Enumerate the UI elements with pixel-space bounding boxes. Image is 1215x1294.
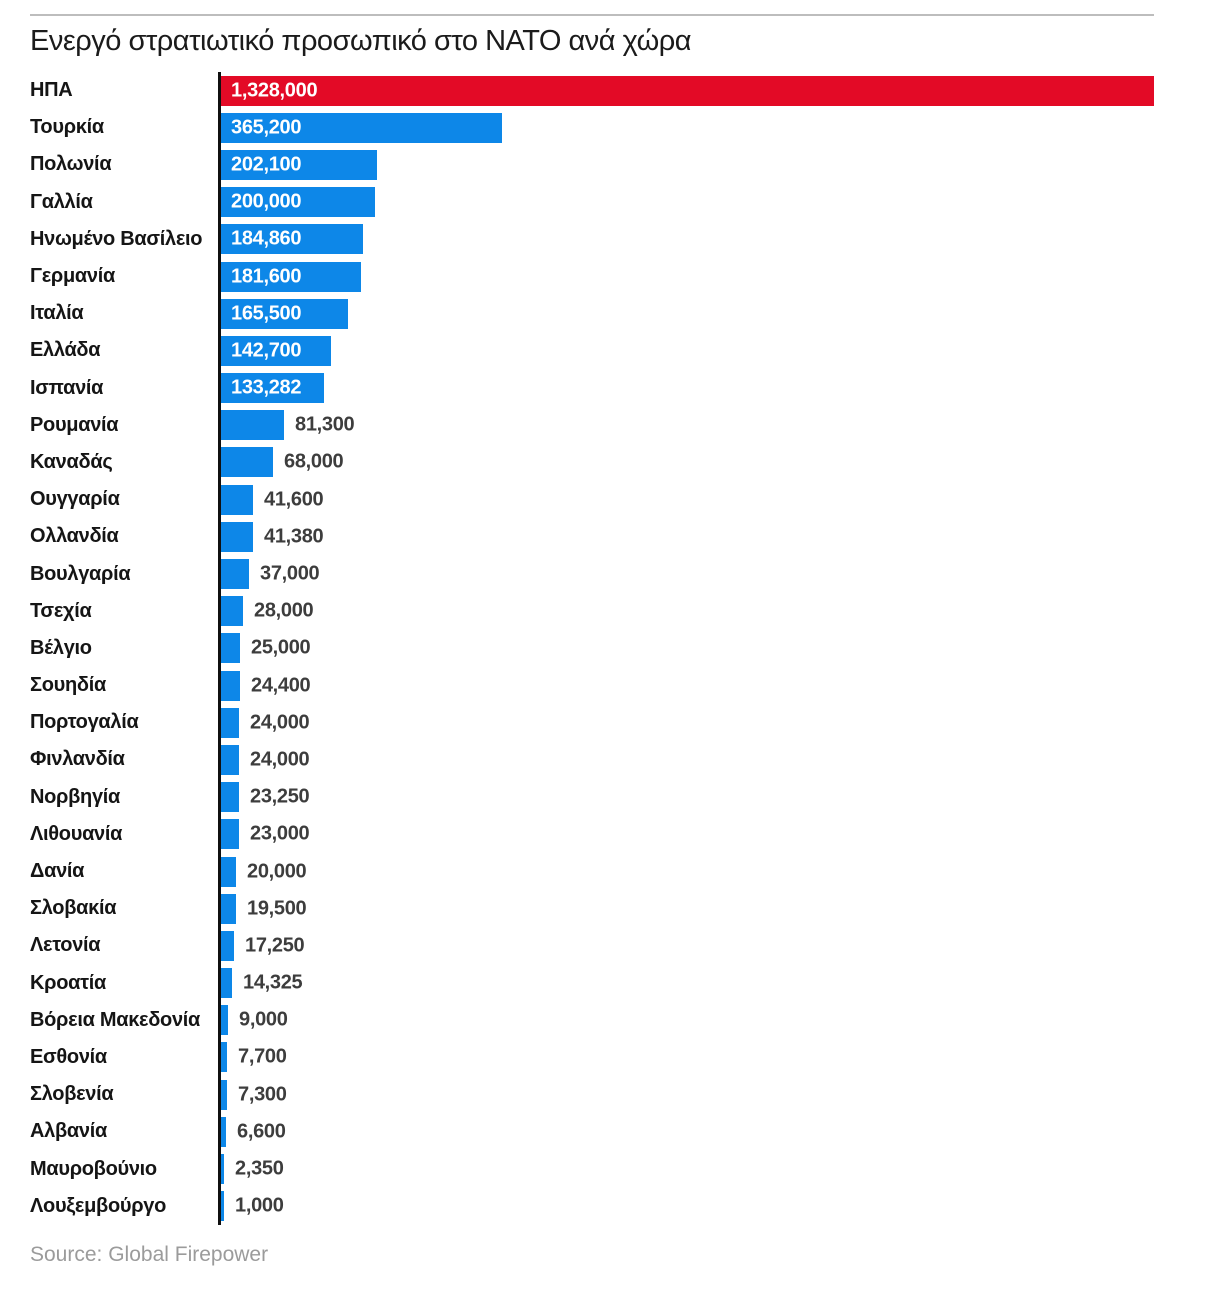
value-label: 37,000 bbox=[260, 562, 320, 585]
value-bar bbox=[221, 931, 234, 961]
value-label: 41,380 bbox=[264, 525, 324, 548]
country-label: Βουλγαρία bbox=[30, 562, 131, 585]
value-label: 19,500 bbox=[247, 897, 307, 920]
chart-title: Ενεργό στρατιωτικό προσωπικό στο ΝΑΤΟ ανά χώρα bbox=[30, 25, 691, 57]
value-label: 1,328,000 bbox=[231, 79, 318, 102]
bar-area bbox=[218, 1113, 1154, 1150]
bar-row bbox=[30, 221, 1154, 258]
value-bar bbox=[221, 596, 243, 626]
bar-row bbox=[30, 1039, 1154, 1076]
value-label: 9,000 bbox=[239, 1008, 288, 1031]
value-label: 17,250 bbox=[245, 934, 305, 957]
bar-area bbox=[218, 555, 1154, 592]
bar-area bbox=[218, 407, 1154, 444]
value-bar bbox=[221, 1042, 227, 1072]
bar-row bbox=[30, 927, 1154, 964]
value-label: 6,600 bbox=[237, 1120, 286, 1143]
value-label: 142,700 bbox=[231, 339, 302, 362]
bar-row bbox=[30, 630, 1154, 667]
bar-area bbox=[218, 1150, 1154, 1187]
bar-area bbox=[218, 221, 1154, 258]
country-label: Τσεχία bbox=[30, 599, 92, 622]
bar-row bbox=[30, 332, 1154, 369]
country-label: Μαυροβούνιο bbox=[30, 1157, 157, 1180]
bar-area bbox=[218, 816, 1154, 853]
bar-area bbox=[218, 704, 1154, 741]
value-bar bbox=[221, 1117, 226, 1147]
value-label: 7,700 bbox=[238, 1045, 287, 1068]
country-label: Ηνωμένο Βασίλειο bbox=[30, 227, 203, 250]
value-bar bbox=[221, 745, 239, 775]
bar-row bbox=[30, 593, 1154, 630]
country-label: Νορβηγία bbox=[30, 785, 121, 808]
value-bar bbox=[221, 76, 1154, 106]
country-label: Σλοβενία bbox=[30, 1083, 114, 1106]
country-label: Λιθουανία bbox=[30, 822, 123, 845]
value-bar bbox=[221, 1080, 227, 1110]
value-bar bbox=[221, 1154, 224, 1184]
bar-area bbox=[218, 741, 1154, 778]
bar-row bbox=[30, 704, 1154, 741]
bar-area bbox=[218, 853, 1154, 890]
bar-row bbox=[30, 555, 1154, 592]
bar-area bbox=[218, 779, 1154, 816]
value-label: 184,860 bbox=[231, 227, 302, 250]
bar-area bbox=[218, 146, 1154, 183]
country-label: Αλβανία bbox=[30, 1120, 107, 1143]
bar-area bbox=[218, 370, 1154, 407]
bar-row bbox=[30, 890, 1154, 927]
country-label: Γαλλία bbox=[30, 190, 93, 213]
value-bar bbox=[221, 819, 239, 849]
value-label: 7,300 bbox=[238, 1083, 287, 1106]
value-label: 20,000 bbox=[247, 860, 307, 883]
bar-area bbox=[218, 927, 1154, 964]
value-bar bbox=[221, 1191, 224, 1221]
country-label: Ουγγαρία bbox=[30, 488, 120, 511]
value-label: 24,400 bbox=[251, 674, 311, 697]
value-bar bbox=[221, 708, 239, 738]
country-label: Κροατία bbox=[30, 971, 107, 994]
bar-row bbox=[30, 1150, 1154, 1187]
value-label: 24,000 bbox=[250, 711, 310, 734]
value-label: 81,300 bbox=[295, 413, 355, 436]
bar-area bbox=[218, 258, 1154, 295]
value-label: 133,282 bbox=[231, 376, 302, 399]
country-label: Καναδάς bbox=[30, 450, 113, 473]
bar-row bbox=[30, 184, 1154, 221]
value-label: 200,000 bbox=[231, 190, 302, 213]
bar-row bbox=[30, 816, 1154, 853]
value-label: 25,000 bbox=[251, 636, 311, 659]
bar-area bbox=[218, 1188, 1154, 1225]
bar-row bbox=[30, 1113, 1154, 1150]
bar-row bbox=[30, 741, 1154, 778]
bar-area bbox=[218, 667, 1154, 704]
value-bar bbox=[221, 782, 239, 812]
country-label: Φινλανδία bbox=[30, 748, 125, 771]
value-label: 181,600 bbox=[231, 265, 302, 288]
bar-row bbox=[30, 295, 1154, 332]
bar-area bbox=[218, 481, 1154, 518]
bar-area bbox=[218, 518, 1154, 555]
bar-row bbox=[30, 481, 1154, 518]
bar-row bbox=[30, 779, 1154, 816]
country-label: Εσθονία bbox=[30, 1045, 107, 1068]
country-label: Λετονία bbox=[30, 934, 101, 957]
bar-area bbox=[218, 444, 1154, 481]
bar-row bbox=[30, 444, 1154, 481]
bar-area bbox=[218, 1002, 1154, 1039]
value-label: 41,600 bbox=[264, 488, 324, 511]
bar-row bbox=[30, 518, 1154, 555]
bar-area bbox=[218, 332, 1154, 369]
country-label: Ολλανδία bbox=[30, 525, 119, 548]
country-label: Δανία bbox=[30, 860, 85, 883]
bar-row bbox=[30, 407, 1154, 444]
country-label: Τουρκία bbox=[30, 116, 104, 139]
country-label: Σλοβακία bbox=[30, 897, 117, 920]
bar-row bbox=[30, 258, 1154, 295]
bar-area bbox=[218, 890, 1154, 927]
country-label: Ελλάδα bbox=[30, 339, 101, 362]
country-label: Γερμανία bbox=[30, 265, 115, 288]
bar-area bbox=[218, 630, 1154, 667]
value-bar bbox=[221, 671, 240, 701]
value-label: 24,000 bbox=[250, 748, 310, 771]
bar-area bbox=[218, 184, 1154, 221]
bar-area bbox=[218, 1039, 1154, 1076]
bar-row bbox=[30, 853, 1154, 890]
value-bar bbox=[221, 1005, 228, 1035]
bar-area bbox=[218, 1076, 1154, 1113]
value-label: 68,000 bbox=[284, 450, 344, 473]
bar-area bbox=[218, 965, 1154, 1002]
country-label: Πορτογαλία bbox=[30, 711, 139, 734]
value-bar bbox=[221, 447, 273, 477]
bar-row bbox=[30, 1002, 1154, 1039]
value-bar bbox=[221, 485, 253, 515]
bar-row bbox=[30, 965, 1154, 1002]
country-label: Πολωνία bbox=[30, 153, 112, 176]
country-label: Ισπανία bbox=[30, 376, 104, 399]
country-label: Βόρεια Μακεδονία bbox=[30, 1008, 201, 1031]
value-label: 28,000 bbox=[254, 599, 314, 622]
bar-area bbox=[218, 72, 1154, 109]
value-label: 23,250 bbox=[250, 785, 310, 808]
value-bar bbox=[221, 894, 236, 924]
bar-area bbox=[218, 109, 1154, 146]
bar-row bbox=[30, 1076, 1154, 1113]
value-label: 1,000 bbox=[235, 1194, 284, 1217]
value-bar bbox=[221, 522, 253, 552]
value-label: 202,100 bbox=[231, 153, 302, 176]
value-bar bbox=[221, 968, 232, 998]
value-label: 165,500 bbox=[231, 302, 302, 325]
country-label: ΗΠΑ bbox=[30, 79, 73, 102]
bar-row bbox=[30, 72, 1154, 109]
bar-row bbox=[30, 109, 1154, 146]
value-bar bbox=[221, 559, 249, 589]
bar-row bbox=[30, 667, 1154, 704]
bar-row bbox=[30, 370, 1154, 407]
country-label: Ρουμανία bbox=[30, 413, 119, 436]
country-label: Σουηδία bbox=[30, 674, 106, 697]
value-bar bbox=[221, 410, 284, 440]
value-label: 23,000 bbox=[250, 822, 310, 845]
bar-chart bbox=[30, 72, 1154, 1225]
bar-area bbox=[218, 295, 1154, 332]
value-label: 14,325 bbox=[243, 971, 303, 994]
value-bar bbox=[221, 857, 236, 887]
source-credit: Source: Global Firepower bbox=[30, 1243, 269, 1266]
value-bar bbox=[221, 633, 240, 663]
bar-area bbox=[218, 593, 1154, 630]
country-label: Λουξεμβούργο bbox=[30, 1194, 167, 1217]
bar-row bbox=[30, 146, 1154, 183]
bar-row bbox=[30, 1188, 1154, 1225]
country-label: Βέλγιο bbox=[30, 636, 92, 659]
country-label: Ιταλία bbox=[30, 302, 84, 325]
top-divider-rule bbox=[30, 14, 1154, 16]
value-label: 2,350 bbox=[235, 1157, 284, 1180]
value-label: 365,200 bbox=[231, 116, 302, 139]
